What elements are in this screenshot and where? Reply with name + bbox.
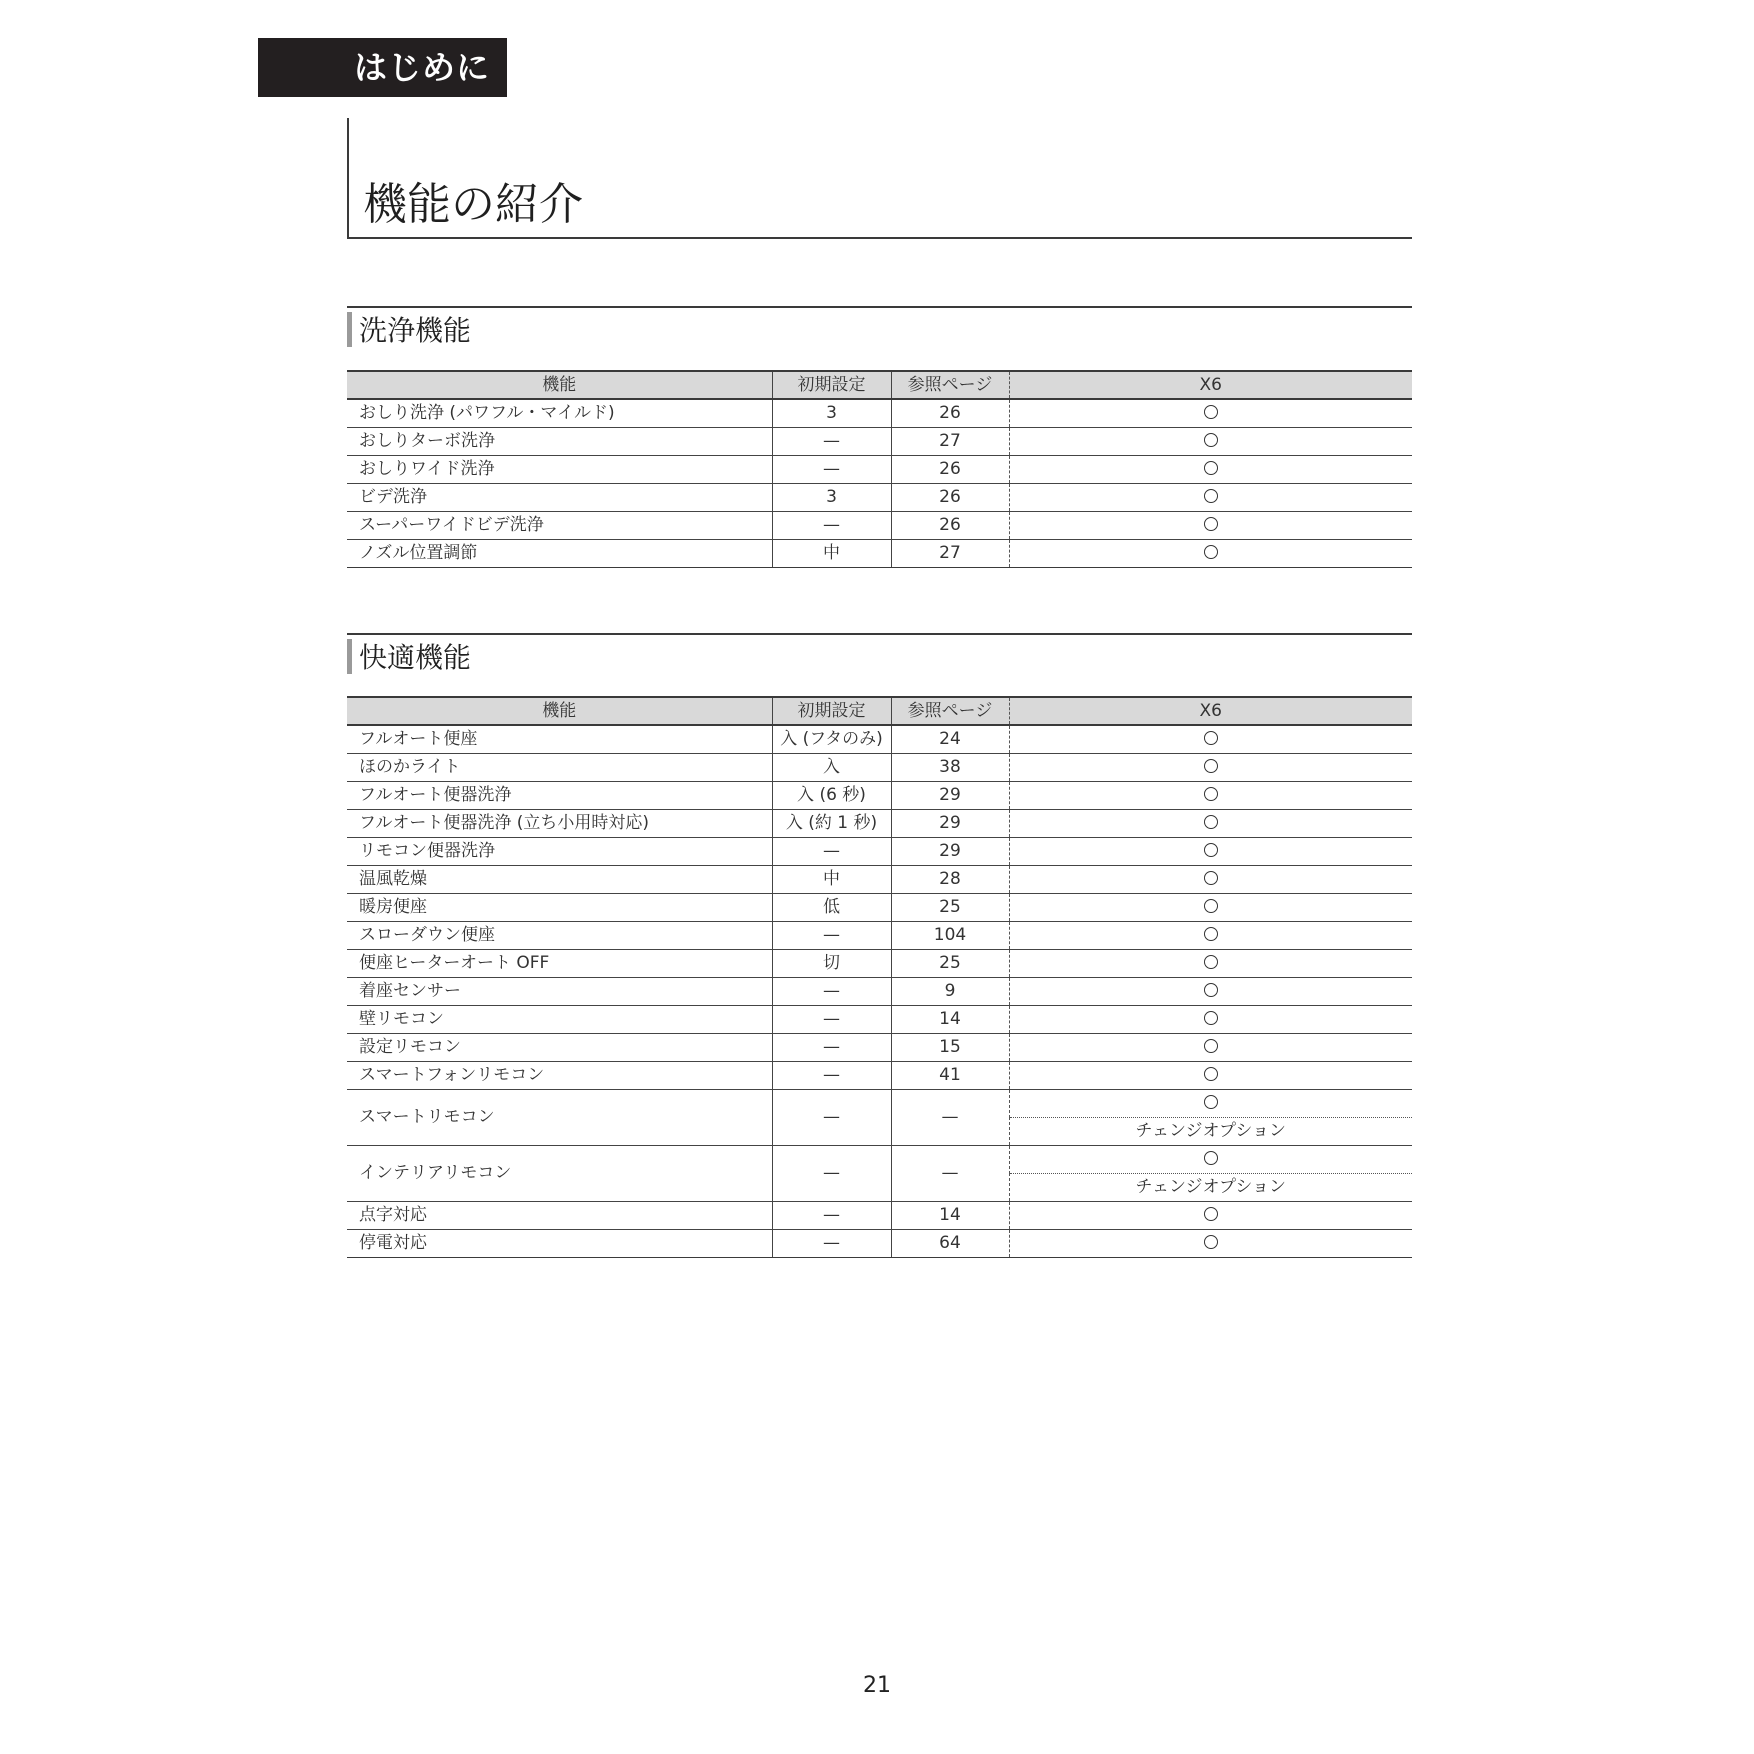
- function-name-cell: ほのかライト: [347, 754, 772, 782]
- page-title: 機能の紹介: [363, 179, 583, 230]
- initial-setting-cell: —: [772, 838, 891, 866]
- section-heading-comfort: [347, 633, 1412, 673]
- reference-page-cell: 26: [891, 456, 1009, 484]
- circle-mark-icon: [1204, 489, 1218, 503]
- circle-mark-icon: [1204, 517, 1218, 531]
- page-number: 21: [863, 1673, 891, 1698]
- reference-page-cell: 64: [891, 1230, 1009, 1258]
- table-row: [347, 1062, 1412, 1090]
- initial-setting-cell: 入 (フタのみ): [772, 725, 891, 754]
- reference-page-cell: 28: [891, 866, 1009, 894]
- function-name-cell: おしり洗浄 (パワフル・マイルド): [347, 399, 772, 428]
- function-name-cell: 点字対応: [347, 1202, 772, 1230]
- section-title-comfort: 快適機能: [359, 641, 472, 674]
- reference-page-cell: —: [891, 1090, 1009, 1146]
- initial-setting-cell: 中: [772, 540, 891, 568]
- chapter-tab: はじめに: [258, 38, 507, 97]
- header-model: X6: [1009, 371, 1412, 399]
- reference-page-cell: 9: [891, 978, 1009, 1006]
- circle-mark-icon: [1204, 461, 1218, 475]
- reference-page-cell: 29: [891, 838, 1009, 866]
- reference-page-cell: 24: [891, 725, 1009, 754]
- circle-mark-icon: [1204, 955, 1218, 969]
- comfort-table: [347, 696, 1412, 1258]
- initial-setting-cell: —: [772, 922, 891, 950]
- table-row: [347, 978, 1412, 1006]
- circle-mark-icon: [1204, 1067, 1218, 1081]
- circle-mark-icon: [1204, 731, 1218, 745]
- x6-availability-cell: [1009, 866, 1412, 894]
- x6-availability-cell: [1009, 782, 1412, 810]
- circle-mark-icon: [1204, 983, 1218, 997]
- table-row: [347, 512, 1412, 540]
- circle-mark-icon: [1204, 899, 1218, 913]
- washing-table: [347, 370, 1412, 568]
- x6-availability-cell: [1009, 456, 1412, 484]
- reference-page-cell: 104: [891, 922, 1009, 950]
- table-header-row: [347, 371, 1412, 399]
- table-row: [347, 754, 1412, 782]
- header-initial: 初期設定: [772, 697, 891, 725]
- reference-page-cell: 29: [891, 782, 1009, 810]
- reference-page-cell: 14: [891, 1006, 1009, 1034]
- reference-page-cell: 41: [891, 1062, 1009, 1090]
- table-row: [347, 1090, 1412, 1118]
- table-row: [347, 1034, 1412, 1062]
- circle-mark-icon: [1204, 433, 1218, 447]
- circle-mark-icon: [1204, 927, 1218, 941]
- initial-setting-cell: 切: [772, 950, 891, 978]
- initial-setting-cell: —: [772, 1230, 891, 1258]
- initial-setting-cell: —: [772, 428, 891, 456]
- table-row: [347, 484, 1412, 512]
- initial-setting-cell: —: [772, 1090, 891, 1146]
- initial-setting-cell: —: [772, 1146, 891, 1202]
- function-name-cell: スマートリモコン: [347, 1090, 772, 1146]
- x6-availability-cell: [1009, 1062, 1412, 1090]
- table-row: [347, 838, 1412, 866]
- header-page: 参照ページ: [891, 371, 1009, 399]
- function-name-cell: フルオート便座: [347, 725, 772, 754]
- x6-availability-cell: [1009, 1146, 1412, 1174]
- change-option-cell: チェンジオプション: [1009, 1118, 1412, 1146]
- x6-availability-cell: [1009, 894, 1412, 922]
- x6-availability-cell: [1009, 922, 1412, 950]
- reference-page-cell: 27: [891, 540, 1009, 568]
- function-name-cell: 壁リモコン: [347, 1006, 772, 1034]
- table-header-row: [347, 697, 1412, 725]
- initial-setting-cell: 3: [772, 399, 891, 428]
- x6-availability-cell: [1009, 810, 1412, 838]
- function-name-cell: ノズル位置調節: [347, 540, 772, 568]
- reference-page-cell: 27: [891, 428, 1009, 456]
- reference-page-cell: 26: [891, 399, 1009, 428]
- page-title-block: [347, 118, 1412, 239]
- table-row: [347, 866, 1412, 894]
- table-row: [347, 540, 1412, 568]
- x6-availability-cell: [1009, 1090, 1412, 1118]
- x6-availability-cell: [1009, 838, 1412, 866]
- function-name-cell: フルオート便器洗浄: [347, 782, 772, 810]
- circle-mark-icon: [1204, 405, 1218, 419]
- function-name-cell: 暖房便座: [347, 894, 772, 922]
- table-row: [347, 782, 1412, 810]
- x6-availability-cell: [1009, 950, 1412, 978]
- function-name-cell: リモコン便器洗浄: [347, 838, 772, 866]
- initial-setting-cell: 中: [772, 866, 891, 894]
- change-option-cell: チェンジオプション: [1009, 1174, 1412, 1202]
- table-row: [347, 1146, 1412, 1174]
- initial-setting-cell: —: [772, 1062, 891, 1090]
- circle-mark-icon: [1204, 1235, 1218, 1249]
- circle-mark-icon: [1204, 759, 1218, 773]
- x6-availability-cell: [1009, 1230, 1412, 1258]
- table-row: [347, 950, 1412, 978]
- initial-setting-cell: —: [772, 1202, 891, 1230]
- reference-page-cell: 14: [891, 1202, 1009, 1230]
- section-heading-bar: [347, 639, 352, 674]
- function-name-cell: 着座センサー: [347, 978, 772, 1006]
- initial-setting-cell: —: [772, 1034, 891, 1062]
- header-page: 参照ページ: [891, 697, 1009, 725]
- circle-mark-icon: [1204, 871, 1218, 885]
- reference-page-cell: 25: [891, 950, 1009, 978]
- reference-page-cell: 25: [891, 894, 1009, 922]
- table-row: [347, 1202, 1412, 1230]
- reference-page-cell: 29: [891, 810, 1009, 838]
- header-initial: 初期設定: [772, 371, 891, 399]
- function-name-cell: おしりワイド洗浄: [347, 456, 772, 484]
- x6-availability-cell: [1009, 484, 1412, 512]
- function-name-cell: 設定リモコン: [347, 1034, 772, 1062]
- reference-page-cell: 15: [891, 1034, 1009, 1062]
- function-name-cell: スローダウン便座: [347, 922, 772, 950]
- reference-page-cell: 26: [891, 512, 1009, 540]
- function-name-cell: フルオート便器洗浄 (立ち小用時対応): [347, 810, 772, 838]
- table-row: [347, 922, 1412, 950]
- function-name-cell: 便座ヒーターオート OFF: [347, 950, 772, 978]
- circle-mark-icon: [1204, 815, 1218, 829]
- table-row: [347, 428, 1412, 456]
- table-row: [347, 810, 1412, 838]
- header-function: 機能: [347, 697, 772, 725]
- table-row: [347, 1230, 1412, 1258]
- initial-setting-cell: 入 (約 1 秒): [772, 810, 891, 838]
- x6-availability-cell: [1009, 1202, 1412, 1230]
- table-row: [347, 1006, 1412, 1034]
- x6-availability-cell: [1009, 512, 1412, 540]
- function-name-cell: インテリアリモコン: [347, 1146, 772, 1202]
- function-name-cell: スーパーワイドビデ洗浄: [347, 512, 772, 540]
- initial-setting-cell: —: [772, 978, 891, 1006]
- header-function: 機能: [347, 371, 772, 399]
- x6-availability-cell: [1009, 1034, 1412, 1062]
- circle-mark-icon: [1204, 1011, 1218, 1025]
- x6-availability-cell: [1009, 428, 1412, 456]
- initial-setting-cell: —: [772, 512, 891, 540]
- circle-mark-icon: [1204, 843, 1218, 857]
- x6-availability-cell: [1009, 540, 1412, 568]
- x6-availability-cell: [1009, 725, 1412, 754]
- table-row: [347, 399, 1412, 428]
- initial-setting-cell: —: [772, 1006, 891, 1034]
- x6-availability-cell: [1009, 754, 1412, 782]
- section-heading-bar: [347, 312, 352, 347]
- circle-mark-icon: [1204, 1095, 1218, 1109]
- x6-availability-cell: [1009, 399, 1412, 428]
- table-row: [347, 725, 1412, 754]
- section-title-washing: 洗浄機能: [359, 314, 472, 347]
- function-name-cell: スマートフォンリモコン: [347, 1062, 772, 1090]
- circle-mark-icon: [1204, 1151, 1218, 1165]
- table-row: [347, 894, 1412, 922]
- circle-mark-icon: [1204, 787, 1218, 801]
- initial-setting-cell: 入 (6 秒): [772, 782, 891, 810]
- function-name-cell: おしりターボ洗浄: [347, 428, 772, 456]
- header-model: X6: [1009, 697, 1412, 725]
- x6-availability-cell: [1009, 978, 1412, 1006]
- function-name-cell: 停電対応: [347, 1230, 772, 1258]
- function-name-cell: ビデ洗浄: [347, 484, 772, 512]
- initial-setting-cell: 入: [772, 754, 891, 782]
- initial-setting-cell: 3: [772, 484, 891, 512]
- reference-page-cell: —: [891, 1146, 1009, 1202]
- table-row: [347, 456, 1412, 484]
- x6-availability-cell: [1009, 1006, 1412, 1034]
- circle-mark-icon: [1204, 545, 1218, 559]
- reference-page-cell: 38: [891, 754, 1009, 782]
- circle-mark-icon: [1204, 1039, 1218, 1053]
- initial-setting-cell: 低: [772, 894, 891, 922]
- reference-page-cell: 26: [891, 484, 1009, 512]
- section-heading-washing: [347, 306, 1412, 346]
- initial-setting-cell: —: [772, 456, 891, 484]
- circle-mark-icon: [1204, 1207, 1218, 1221]
- function-name-cell: 温風乾燥: [347, 866, 772, 894]
